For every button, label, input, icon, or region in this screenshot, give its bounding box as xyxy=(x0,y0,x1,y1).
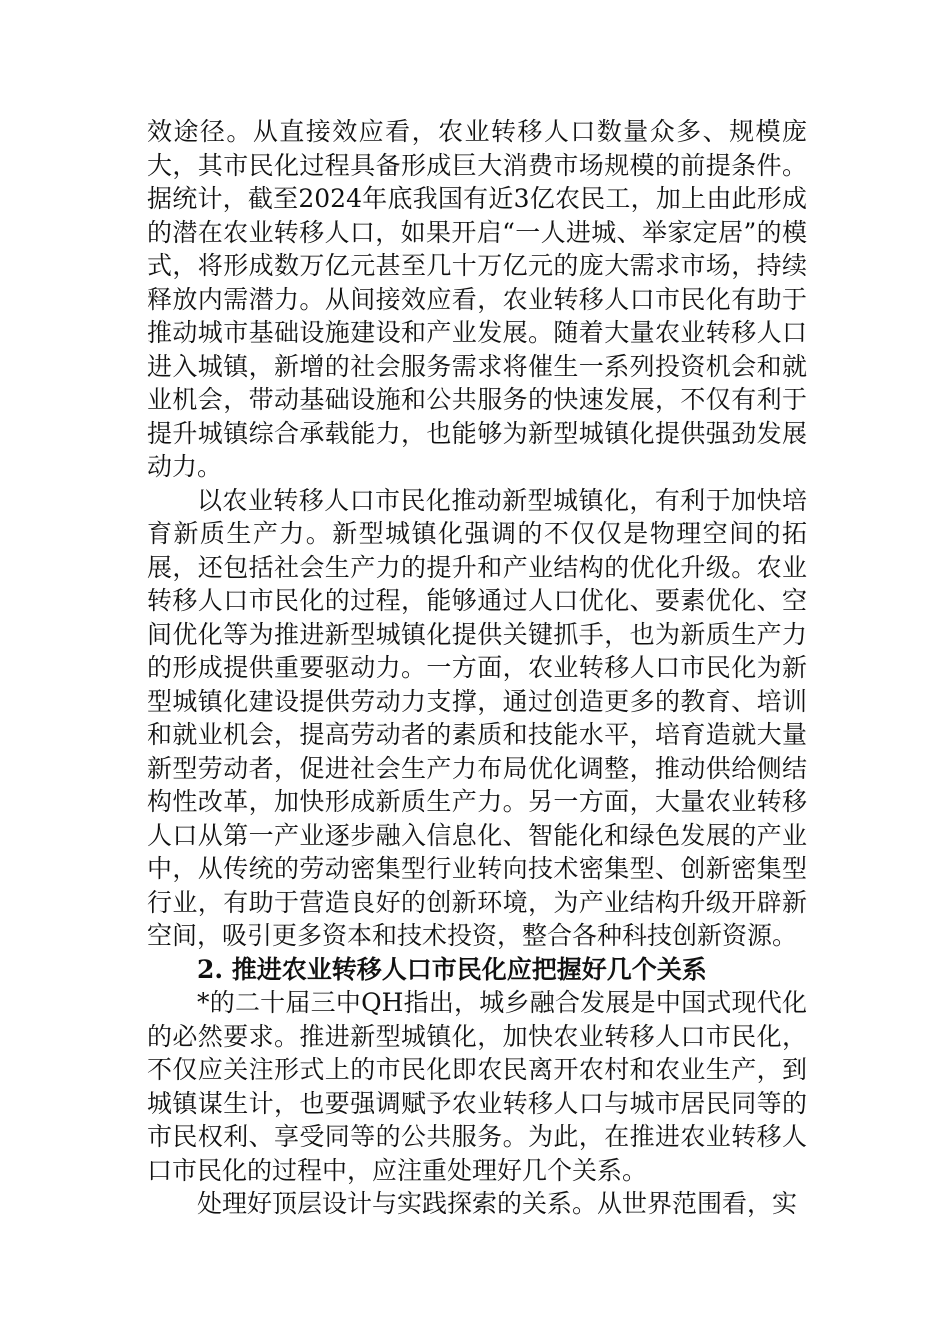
section-heading: 2. 推进农业转移人口市民化应把握好几个关系 xyxy=(197,954,707,984)
paragraph-top-level-design: 处理好顶层设计与实践探索的关系。从世界范围看，实 xyxy=(197,1189,798,1218)
paragraph-continuation: 效途径。从直接效应看，农业转移人口数量众多、规模庞大，其市民化过程具备形成巨大消费市场规模的前提条件。据统计，截至2024年底我国有近3亿农民工，加上由此形成的潜在农业转移人口，如果开启“一人进城、举家定居”的模式，将形成数万亿元甚至几十万亿元的庞大需求市场，持续释放内需潜力。从间接效应看，农业转移人口市民化有助于推动城市基础设施建设和产业发展。随着大量农业转移人口进入城镇，新增的社会服务需求将催生一系列投资机会和就业机会，带动基础设施和公共服务的快速发展，不仅有利于提升城镇综合承载能力，也能够为新型城镇化提供强劲发展动力。 xyxy=(147,117,807,481)
document-page xyxy=(147,115,807,1221)
paragraph-new-quality-productivity: 以农业转移人口市民化推动新型城镇化，有利于加快培育新质生产力。新型城镇化强调的不仅仅是物理空间的拓展，还包括社会生产力的提升和产业结构的优化升级。农业转移人口市民化的过程，能够通过人口优化、要素优化、空间优化等为推进新型城镇化提供关键抓手，也为新质生产力的形成提供重要驱动力。一方面，农业转移人口市民化为新型城镇化建设提供劳动力支撑，通过创造更多的教育、培训和就业机会，提高劳动者的素质和技能水平，培育造就大量新型劳动者，促进社会生产力布局优化调整，推动供给侧结构性改革，加快形成新质生产力。另一方面，大量农业转移人口从第一产业逐步融入信息化、智能化和绿色发展的产业中，从传统的劳动密集型行业转向技术密集型、创新密集型行业，有助于营造良好的创新环境，为产业结构升级开辟新空间，吸引更多资本和技术投资，整合各种科技创新资源。 xyxy=(147,485,807,950)
paragraph-plenum: *的二十届三中QH指出，城乡融合发展是中国式现代化的必然要求。推进新型城镇化，加快农业转移人口市民化，不仅应关注形式上的市民化即农民离开农村和农业生产，到城镇谋生计，也要强调赋予农业转移人口与城市居民同等的市民权利、享受同等的公共服务。为此，在推进农业转移人口市民化的过程中，应注重处理好几个关系。 xyxy=(147,988,807,1185)
